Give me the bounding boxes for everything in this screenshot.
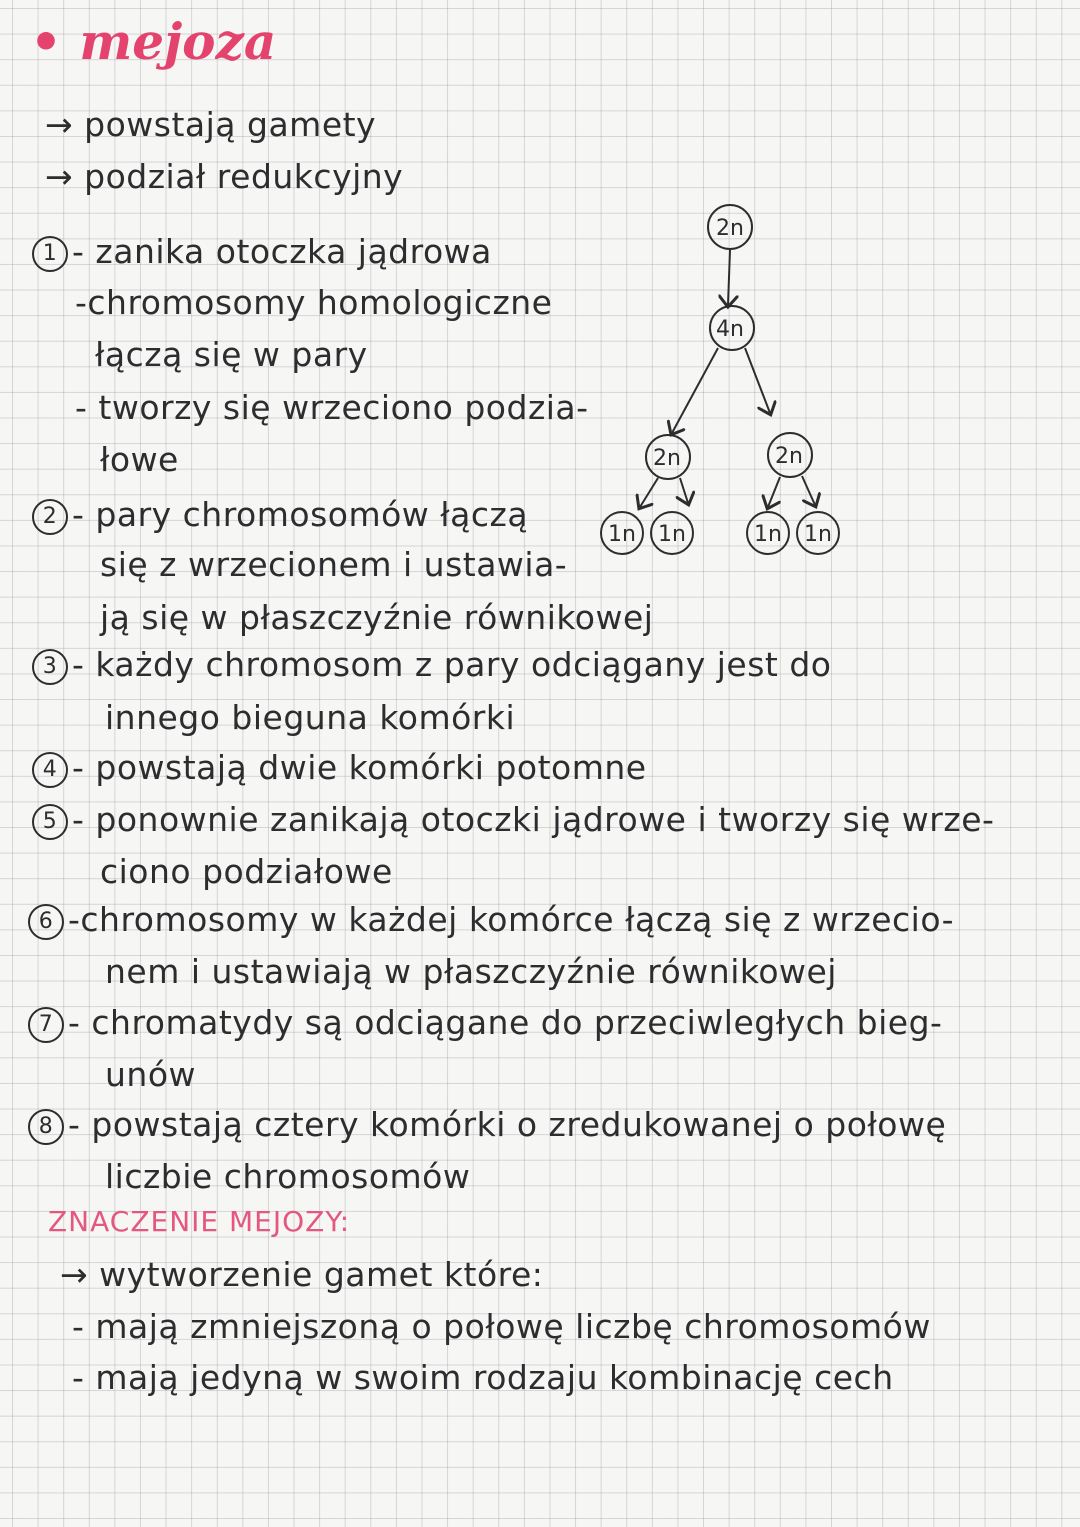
step-5 [32,800,994,840]
intro-line: → powstają gamety [45,105,377,144]
step-number: 8 [28,1109,64,1145]
significance-lead: → wytworzenie gamet które: [60,1255,544,1294]
step-number: 1 [32,236,68,272]
step-text: - każdy chromosom z pary odciągany jest do [72,645,832,684]
step-text: unów [105,1055,197,1094]
intro-line: → podział redukcyjny [45,157,404,196]
label-2n: 2n [716,216,744,241]
step-6 [28,900,954,940]
step-number: 2 [32,499,68,535]
step-number: 6 [28,904,64,940]
step-number: 5 [32,804,68,840]
step-number: 3 [32,649,68,685]
step-7 [28,1003,942,1043]
step-text: ciono podziałowe [100,852,393,891]
step-3 [32,645,831,685]
step-text: - tworzy się wrzeciono podzia- [75,388,589,427]
step-text: -chromosomy homologiczne [75,283,553,322]
significance-item: - mają zmniejszoną o połowę liczbę chromosomów [72,1307,931,1346]
step-1 [32,232,492,272]
page-title: • mejoza [30,12,277,71]
label-1n: 1n [658,522,686,547]
step-text: - ponownie zanikają otoczki jądrowe i tworzy się wrze- [72,800,995,839]
step-text: - zanika otoczka jądrowa [72,232,492,271]
step-text: liczbie chromosomów [105,1157,471,1196]
label-2n: 2n [653,446,681,471]
meiosis-diagram [580,195,870,565]
significance-item: - mają jedyną w swoim rodzaju kombinację cech [72,1358,894,1397]
step-8 [28,1105,946,1145]
label-1n: 1n [754,522,782,547]
step-text: innego bieguna komórki [105,698,516,737]
step-text: ją się w płaszczyźnie równikowej [100,598,654,637]
label-1n: 1n [608,522,636,547]
step-text: nem i ustawiają w płaszczyźnie równikowej [105,952,837,991]
label-4n: 4n [716,317,744,342]
step-text: - powstają dwie komórki potomne [72,748,647,787]
step-4 [32,748,647,788]
step-text: - chromatydy są odciągane do przeciwległych bieg- [68,1003,943,1042]
step-text: łączą się w pary [95,335,368,374]
step-number: 7 [28,1007,64,1043]
step-text: - pary chromosomów łączą [72,495,529,534]
significance-heading: ZNACZENIE MEJOZY: [48,1205,351,1238]
step-text: - powstają cztery komórki o zredukowanej o połowę [68,1105,947,1144]
step-text: się z wrzecionem i ustawia- [100,545,568,584]
step-text: -chromosomy w każdej komórce łączą się z wrzecio- [68,900,955,939]
step-2 [32,495,528,535]
label-2n: 2n [775,444,803,469]
label-1n: 1n [804,522,832,547]
step-number: 4 [32,752,68,788]
step-text: łowe [100,440,179,479]
